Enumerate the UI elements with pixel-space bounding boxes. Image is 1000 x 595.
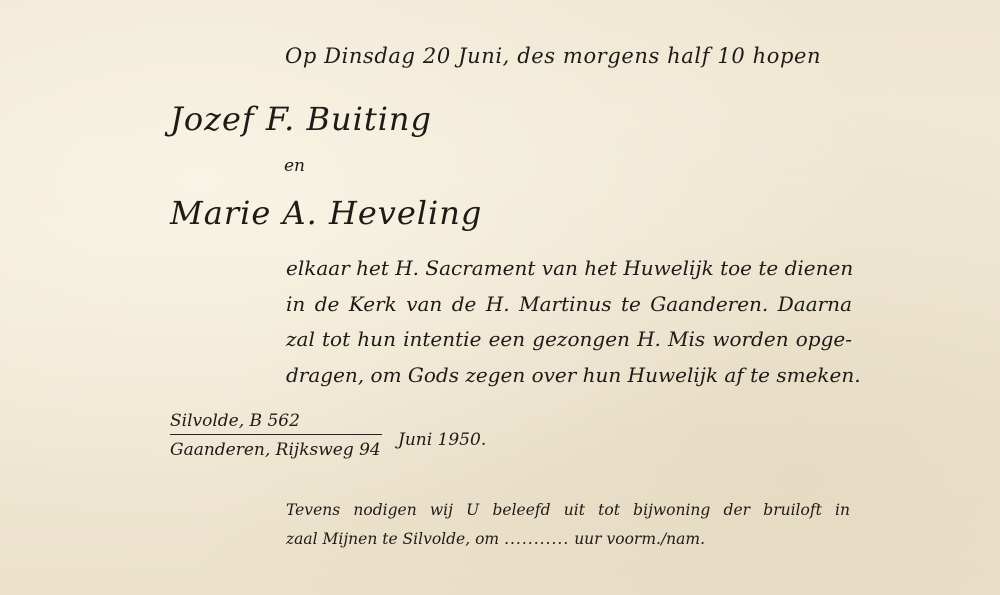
ceremony-paragraph: [286, 251, 861, 393]
conjunction: en: [284, 156, 306, 176]
address-groom: Gaanderen, Rijksweg 94: [170, 440, 381, 460]
bride-name: Marie A. Heveling: [170, 194, 483, 232]
reception-line: Tevens nodigen wij U beleefd uit tot bijwoning der bruiloft in: [286, 501, 850, 519]
reception-invite: [286, 496, 850, 554]
reception-line-end: uur voorm./nam.: [574, 530, 706, 548]
invitation-date: Juni 1950.: [398, 430, 487, 450]
paragraph-line: elkaar het H. Sacrament van het Huwelijk toe te dienen: [286, 256, 854, 280]
reception-line: [286, 525, 850, 554]
paragraph-line: dragen, om Gods zegen over hun Huwelijk af te smeken.: [286, 362, 861, 387]
address-divider: [170, 434, 382, 435]
paragraph-line: in de Kerk van de H. Martinus te Gaanderen. Daarna: [286, 291, 852, 316]
address-bride: Silvolde, B 562: [170, 411, 300, 431]
groom-name: Jozef F. Buiting: [170, 100, 433, 138]
reception-line-start: zaal Mijnen te Silvolde, om: [286, 530, 500, 548]
intro-line: Op Dinsdag 20 Juni, des morgens half 10 hopen: [285, 44, 822, 68]
time-blank: ...........: [504, 530, 570, 548]
paragraph-line: zal tot hun intentie een gezongen H. Mis worden opge-: [286, 327, 852, 351]
